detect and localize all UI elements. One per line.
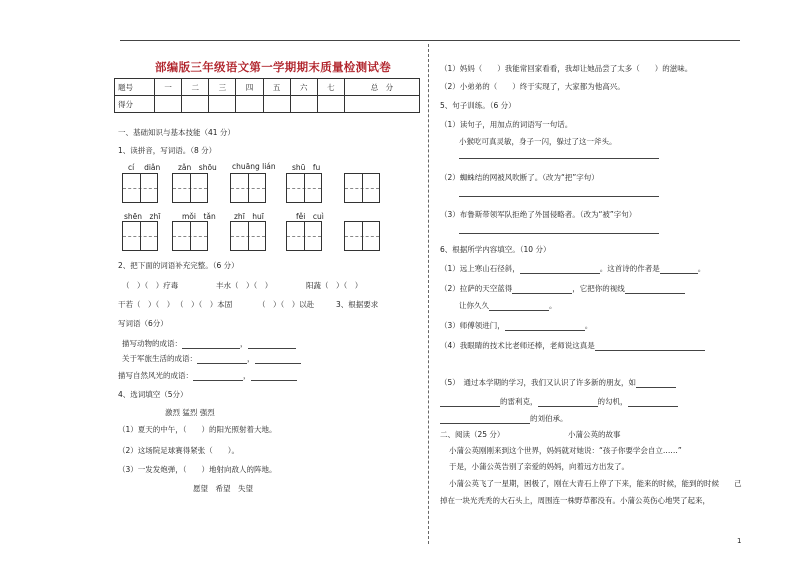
pinyin: shēn zhī	[124, 212, 161, 221]
r9: （1）远上寒山石径斜， 。这首诗的作者是 。	[440, 264, 706, 273]
score-input-cell[interactable]	[344, 96, 419, 113]
header-rule	[120, 40, 740, 41]
score-input-cell[interactable]	[290, 96, 317, 113]
answer-line[interactable]	[459, 150, 659, 159]
writing-grid[interactable]	[122, 221, 158, 251]
score-cell: 得分	[115, 96, 155, 113]
answer-line[interactable]	[625, 293, 685, 294]
score-input-cell[interactable]	[209, 96, 236, 113]
story-title: 小蒲公英的故事	[568, 430, 621, 439]
pinyin: mǒi tǎn	[182, 212, 216, 221]
score-cell: 总 分	[344, 79, 419, 96]
score-cell: 四	[236, 79, 263, 96]
answer-line[interactable]	[459, 188, 659, 197]
section-5-heading: 5、句子训练。（6 分）	[440, 101, 516, 110]
score-table-score-row	[115, 96, 420, 113]
answer-line[interactable]	[628, 406, 678, 407]
answer-line[interactable]	[440, 406, 500, 407]
score-cell: 七	[317, 79, 344, 96]
score-cell: 二	[182, 79, 209, 96]
question-2: 2、把下面的词语补充完整。（6 分）	[118, 261, 239, 270]
pinyin: chuāng lián	[232, 162, 276, 171]
pinyin: shū fu	[292, 163, 321, 172]
section-1-heading: 一、基础知识与基本技能（41 分）	[118, 128, 235, 137]
pinyin: fěi cuì	[296, 212, 324, 221]
question-4: 4、选词填空（5分）	[118, 390, 188, 399]
r1: （1）妈妈（ ）我能常回家看看，我却让她品尝了太多（ ）的滋味。	[440, 64, 693, 73]
idiom-blank[interactable]: 丰水（ ）（ ）	[216, 281, 273, 290]
writing-grid[interactable]	[172, 173, 208, 203]
writing-grid[interactable]	[286, 173, 322, 203]
answer-line[interactable]	[251, 380, 297, 381]
story-p1: 小蒲公英刚刚来到这个世界，妈妈就对她说：“孩子你要学会自立……”	[449, 446, 682, 455]
score-cell: 三	[209, 79, 236, 96]
score-cell: 题号	[115, 79, 155, 96]
answer-line[interactable]	[489, 310, 549, 311]
q3-c: 描写自然风光的成语： ，	[118, 370, 297, 381]
answer-line[interactable]	[182, 348, 240, 349]
score-cell: 六	[290, 79, 317, 96]
section-6-heading: 6、根据所学内容填空。（10 分）	[440, 245, 551, 254]
answer-line[interactable]	[248, 348, 296, 349]
r11: 让你久久 。	[459, 301, 557, 310]
r14-b: 的雷利克，	[500, 397, 538, 406]
pinyin: zhī huī	[234, 212, 264, 221]
writing-grid[interactable]	[122, 173, 158, 203]
idiom-blank[interactable]: 阳蔬（ ）（ ）	[306, 281, 363, 290]
writing-grid[interactable]	[230, 173, 266, 203]
pinyin: cí diǎn	[128, 163, 161, 172]
score-input-cell[interactable]	[317, 96, 344, 113]
score-table	[114, 78, 420, 113]
q4-3: （3）一发发炮弹，（ ）地射向敌人的阵地。	[118, 465, 277, 474]
writing-grid[interactable]	[344, 173, 380, 203]
story-p2: 于是，小蒲公英告别了亲爱的妈妈，向着远方出发了。	[449, 462, 629, 471]
idiom-blank[interactable]: （ ）（ ）疗毒	[122, 281, 179, 290]
answer-line[interactable]	[505, 330, 585, 331]
r10	[440, 283, 685, 294]
word-choices: 激烈 猛烈 强烈	[165, 408, 215, 417]
story-p3: 小蒲公英飞了一星期，困极了，刚在大青石上停了下来，能来的时候，能到的时候 己	[449, 479, 742, 488]
question-3: 3、根据要求	[336, 300, 379, 309]
answer-line[interactable]	[459, 225, 659, 234]
r2: （2）小弟弟的（ ）终于实现了，大家都为他高兴。	[440, 82, 625, 91]
pinyin: zǎn shōu	[178, 163, 217, 172]
word-choices-2: 愿望 希望 失望	[193, 484, 253, 493]
question-1: 1、读拼音，写词语。（8 分）	[118, 146, 217, 155]
answer-line[interactable]	[538, 406, 598, 407]
r10-b: ，它把你的视线	[572, 284, 625, 293]
writing-grid[interactable]	[172, 221, 208, 251]
score-input-cell[interactable]	[155, 96, 182, 113]
answer-line[interactable]	[595, 350, 705, 351]
r14-line2	[440, 396, 678, 407]
answer-line[interactable]	[255, 363, 301, 364]
q3-c-label: 描写自然风光的成语：	[118, 371, 193, 380]
writing-grid[interactable]	[286, 221, 322, 251]
r11-label: 让你久久	[459, 301, 489, 310]
q3-a: 描写动物的成语： ，	[122, 338, 296, 349]
r9-b: 。这首诗的作者是	[599, 264, 660, 273]
question-3-cont: 写词语（6分）	[118, 319, 168, 328]
r13-label: （4）我眼睛的技术比老师还棒，老师说这真是	[440, 341, 595, 350]
answer-line[interactable]	[440, 423, 530, 424]
answer-line[interactable]	[197, 363, 247, 364]
idiom-blank[interactable]: （ ）（ ）本固	[176, 300, 233, 309]
idiom-blank[interactable]: 干若（ ）（ ）	[118, 300, 175, 309]
r7: （3）布鲁斯带领军队拒绝了外国侵略者。（改为“被”字句）	[440, 210, 637, 219]
score-table-header-row	[115, 79, 420, 96]
answer-line[interactable]	[193, 380, 243, 381]
r14-a: （5） 通过本学期的学习，我们又认识了许多新的朋友，如	[440, 378, 637, 387]
q4-2: （2）这场院足球赛得紧张（ ）。	[118, 446, 240, 455]
score-input-cell[interactable]	[182, 96, 209, 113]
q4-1: （1）夏天的中午，（ ）的阳光照射着大地。	[118, 425, 277, 434]
r14-line3	[440, 413, 568, 424]
r13	[440, 340, 705, 351]
r14-d: 的刘伯承。	[530, 414, 568, 423]
idiom-blank[interactable]: （ ）（ ）以赴	[258, 300, 315, 309]
r9-a: （1）远上寒山石径斜，	[440, 264, 520, 273]
page-number: 1	[737, 537, 742, 545]
column-divider	[428, 44, 429, 544]
score-cell: 五	[263, 79, 290, 96]
answer-line[interactable]	[660, 273, 698, 274]
answer-line[interactable]	[520, 273, 600, 274]
q3-b-label: 关于军旅生活的成语：	[122, 354, 197, 363]
section-2-heading: 二、阅读（25 分）	[440, 430, 505, 439]
score-input-cell[interactable]	[236, 96, 263, 113]
r12-label: （3）师傅领进门，	[440, 321, 505, 330]
score-cell: 一	[155, 79, 182, 96]
answer-line[interactable]	[636, 387, 676, 388]
q3-b: 关于军旅生活的成语： ，	[122, 353, 301, 364]
r6: （2）蜘蛛结的网被风吹断了。（改为“把”字句）	[440, 173, 599, 182]
q3-a-label: 描写动物的成语：	[122, 339, 182, 348]
r10-a: （2）拉萨的天空蓝得	[440, 284, 513, 293]
story-p4: 掉在一块光秃秃的大石头上，周围连一株野草都没有。小蒲公英伤心地哭了起来，	[440, 496, 710, 505]
r12: （3）师傅领进门， 。	[440, 321, 593, 330]
writing-grid[interactable]	[230, 221, 266, 251]
r4: （1）读句子，用加点的词语写一句话。	[440, 120, 573, 129]
answer-line[interactable]	[512, 293, 572, 294]
r14	[440, 377, 676, 388]
writing-grid[interactable]	[344, 221, 380, 251]
r5: 小猴吃可真灵敏，身子一闪，躲过了这一斧头。	[459, 137, 617, 146]
score-input-cell[interactable]	[263, 96, 290, 113]
exam-title: 部编版三年级语文第一学期期末质量检测试卷	[155, 60, 391, 74]
r14-c: 的勾机，	[597, 397, 628, 406]
